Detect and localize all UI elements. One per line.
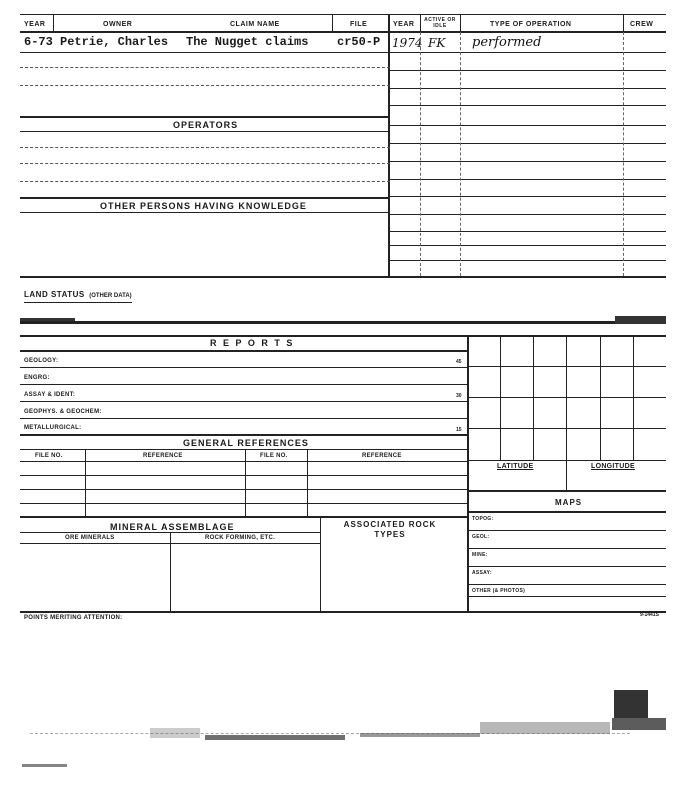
report-geophys: GEOPHYS. & GEOCHEM: [24, 409, 102, 415]
report-engrg: ENGRG: [24, 375, 50, 381]
entry-operation-handwritten: performed [472, 35, 542, 50]
report-number-30: 30 [456, 393, 462, 399]
row-rule [20, 418, 467, 419]
grid-line [566, 335, 567, 490]
form-number: 9-1441S [640, 612, 659, 618]
row-rule [388, 88, 666, 89]
row-rule [388, 231, 666, 232]
ref-column-divider [85, 449, 86, 516]
reports-header-rule [20, 350, 467, 352]
maps-other: OTHER (& PHOTOS) [472, 588, 526, 594]
rock-forming-label: ROCK FORMING, ETC. [205, 535, 276, 541]
header-claim-name: CLAIM NAME [230, 21, 280, 28]
maps-topog: TOPOG: [472, 516, 494, 522]
general-references-top-rule [20, 434, 467, 436]
report-geology: GEOLOGY: [24, 358, 59, 364]
header-type-of-operation: TYPE OF OPERATION [490, 21, 572, 28]
row-rule [388, 260, 666, 261]
reports-top-rule [20, 335, 666, 337]
scan-mark [612, 718, 666, 730]
owner-section-bottom [20, 276, 666, 278]
header-divider [332, 14, 333, 32]
report-assay: ASSAY & IDENT: [24, 392, 76, 398]
header-divider [460, 14, 461, 32]
ref-col-reference-2: REFERENCE [362, 453, 402, 459]
row-rule [467, 596, 666, 597]
report-number-45: 45 [456, 359, 462, 365]
row-rule [388, 105, 666, 106]
row-rule [388, 214, 666, 215]
row-rule [388, 143, 666, 144]
grid-line [467, 460, 666, 461]
maps-header-rule [467, 511, 666, 513]
row-rule [388, 161, 666, 162]
longitude-label: LONGITUDE [591, 463, 635, 470]
ref-column-divider [307, 449, 308, 516]
land-status-rule [20, 321, 666, 324]
ref-column-divider [245, 449, 246, 516]
maps-assay: ASSAY: [472, 570, 492, 576]
row-rule [20, 475, 467, 476]
general-references-heading: GENERAL REFERENCES [183, 438, 309, 448]
row-rule [20, 163, 390, 164]
scan-mark [615, 316, 666, 324]
row-rule [20, 131, 390, 132]
operators-top-rule [20, 116, 390, 118]
row-rule [20, 67, 390, 68]
operators-heading: OPERATORS [173, 120, 239, 130]
center-divider [388, 14, 390, 278]
header-year: YEAR [24, 21, 46, 28]
row-rule [467, 530, 666, 531]
grid-line [467, 366, 666, 367]
entry-file: cr50-P [337, 35, 381, 49]
mineral-assemblage-heading: MINERAL ASSEMBLAGE [110, 522, 235, 532]
row-rule [467, 584, 666, 585]
row-rule [20, 212, 390, 213]
header-owner: OWNER [103, 21, 133, 28]
scan-mark [22, 764, 67, 767]
row-rule [20, 85, 390, 86]
row-rule [20, 147, 390, 148]
form-top-border [20, 14, 666, 15]
row-rule [20, 52, 666, 53]
row-rule [20, 384, 467, 385]
references-column-rule [20, 461, 467, 462]
entry-active-idle-handwritten: FK [428, 36, 446, 50]
row-rule [20, 503, 467, 504]
row-rule [388, 245, 666, 246]
row-rule [388, 196, 666, 197]
ore-minerals-label: ORE MINERALS [65, 535, 115, 541]
mineral-top-rule [20, 516, 467, 518]
header-bottom-rule [20, 31, 666, 33]
column-divider [460, 32, 461, 276]
header-year-2: YEAR [393, 21, 415, 28]
header-divider [420, 14, 421, 32]
scan-mark [614, 690, 648, 718]
entry-year-handwritten: 1974 [392, 36, 423, 50]
maps-heading: MAPS [555, 498, 583, 507]
references-header-rule [20, 449, 467, 450]
row-rule [388, 70, 666, 71]
reports-right-divider [467, 335, 469, 611]
row-rule [20, 367, 467, 368]
header-divider [623, 14, 624, 32]
associated-rock-types-heading: ASSOCIATED ROCK TYPES [343, 520, 437, 539]
report-metallurgical: METALLURGICAL: [24, 425, 82, 431]
other-persons-top-rule [20, 197, 390, 199]
ref-col-file-no: FILE NO. [35, 453, 63, 459]
entry-claim-name: The Nugget claims [186, 35, 309, 49]
row-rule [388, 179, 666, 180]
mineral-column-rule [20, 543, 320, 544]
maps-mine: MINE: [472, 552, 488, 558]
form-bottom-rule [20, 611, 666, 613]
latitude-label: LATITUDE [497, 463, 534, 470]
column-divider [420, 32, 421, 276]
row-rule [20, 489, 467, 490]
row-rule [20, 181, 390, 182]
entry-year-owner: 6-73 Petrie, Charles [24, 35, 169, 49]
land-status-heading [24, 284, 132, 303]
land-status-label: LAND STATUS [24, 290, 85, 299]
report-number-15: 15 [456, 427, 462, 433]
scan-mark [205, 735, 345, 740]
scan-mark [20, 318, 75, 321]
grid-line [467, 397, 666, 398]
row-rule [20, 401, 467, 402]
ref-col-reference: REFERENCE [143, 453, 183, 459]
header-active-idle: ACTIVE OR IDLE [424, 17, 456, 29]
associated-divider [320, 516, 321, 611]
points-meriting-attention: POINTS MERITING ATTENTION: [24, 615, 123, 621]
column-divider [623, 32, 624, 276]
row-rule [467, 548, 666, 549]
coords-bottom-rule [467, 490, 666, 492]
scan-mark [30, 733, 630, 734]
ref-col-file-no-2: FILE NO. [260, 453, 288, 459]
land-status-sublabel: (OTHER DATA) [89, 293, 132, 299]
header-crew: CREW [630, 21, 654, 28]
row-rule [467, 566, 666, 567]
maps-geol: GEOL: [472, 534, 490, 540]
header-divider [53, 14, 54, 32]
reports-heading: R E P O R T S [210, 338, 295, 348]
header-file: FILE [350, 21, 368, 28]
row-rule [388, 125, 666, 126]
grid-line [467, 428, 666, 429]
other-persons-heading: OTHER PERSONS HAVING KNOWLEDGE [100, 201, 307, 211]
